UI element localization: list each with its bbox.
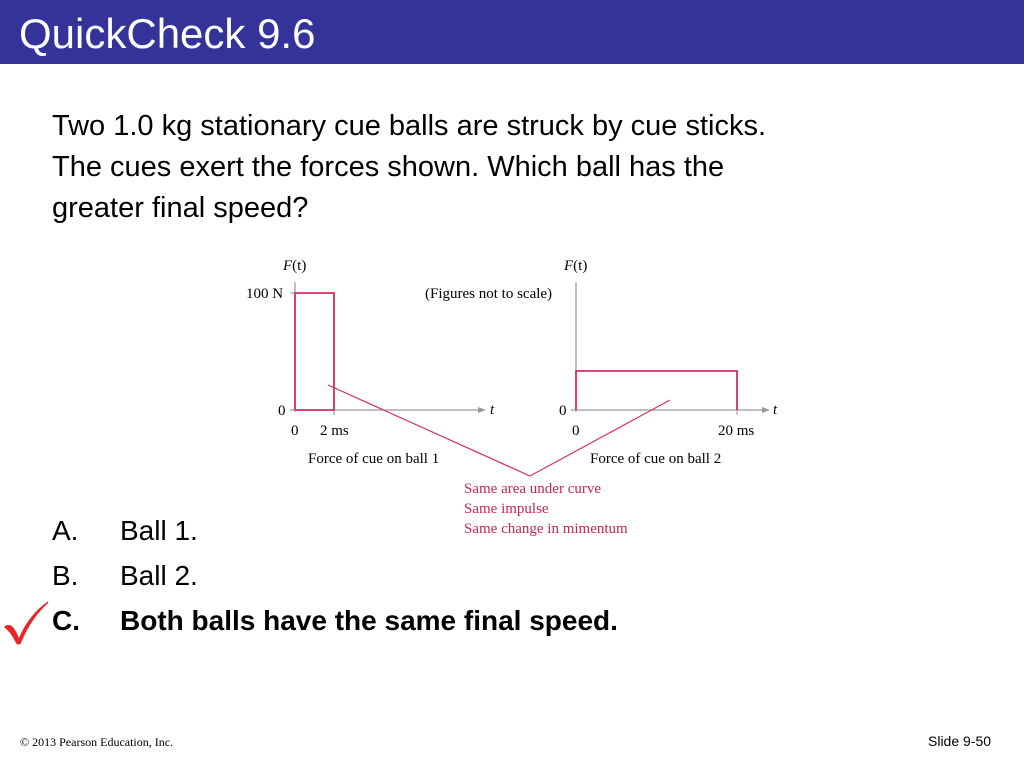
copyright-footer: © 2013 Pearson Education, Inc.: [20, 735, 174, 749]
slide-title: QuickCheck 9.6: [19, 10, 316, 57]
graph2-note: (Figures not to scale): [425, 286, 553, 302]
graph2-y-label: F(t): [564, 258, 588, 274]
graph2-x-tick-20ms-label: 20 ms: [718, 423, 755, 439]
graph1-x-tick-0-label: 0: [291, 423, 299, 439]
annotation-line: Same change in mimentum: [464, 521, 628, 537]
annotation-line: Same area under curve: [464, 481, 602, 497]
graph1-x-axis-label: t: [490, 402, 495, 418]
graph2-x-axis-label: t: [773, 402, 778, 418]
answer-text: Both balls have the same final speed.: [120, 605, 618, 636]
answer-letter: C.: [52, 605, 80, 636]
question-line: greater final speed?: [52, 192, 309, 224]
graph2-force-curve: [576, 371, 737, 410]
question-line: Two 1.0 kg stationary cue balls are struck by cue sticks.: [52, 110, 767, 142]
answer-letter: B.: [52, 560, 79, 591]
question-line: The cues exert the forces shown. Which ball has the: [52, 151, 725, 183]
check-mark-icon: [2, 600, 50, 646]
graph2-caption: Force of cue on ball 2: [590, 451, 722, 467]
graph1-x-tick-2ms-label: 2 ms: [320, 423, 349, 439]
graph1-y-tick-0-label: 0: [278, 403, 286, 419]
graph1-caption: Force of cue on ball 1: [308, 451, 440, 467]
answer-text: Ball 2.: [120, 560, 198, 591]
graph1-y-label: F(t): [283, 258, 307, 274]
graph1-x-arrow: [478, 407, 486, 413]
answer-letter: A.: [52, 515, 79, 546]
annotation-text: [464, 481, 628, 537]
graph1-y-tick-100-label: 100 N: [246, 286, 284, 302]
graph2-y-tick-0-label: 0: [559, 403, 567, 419]
graph2-x-arrow: [762, 407, 770, 413]
answer-text: Ball 1.: [120, 515, 198, 546]
graph1-force-curve: [295, 293, 334, 410]
graph2-x-tick-0-label: 0: [572, 423, 580, 439]
annotation-line: Same impulse: [464, 501, 549, 517]
slide-number: Slide 9-50: [928, 733, 992, 749]
graph-ball-2: [425, 258, 778, 467]
